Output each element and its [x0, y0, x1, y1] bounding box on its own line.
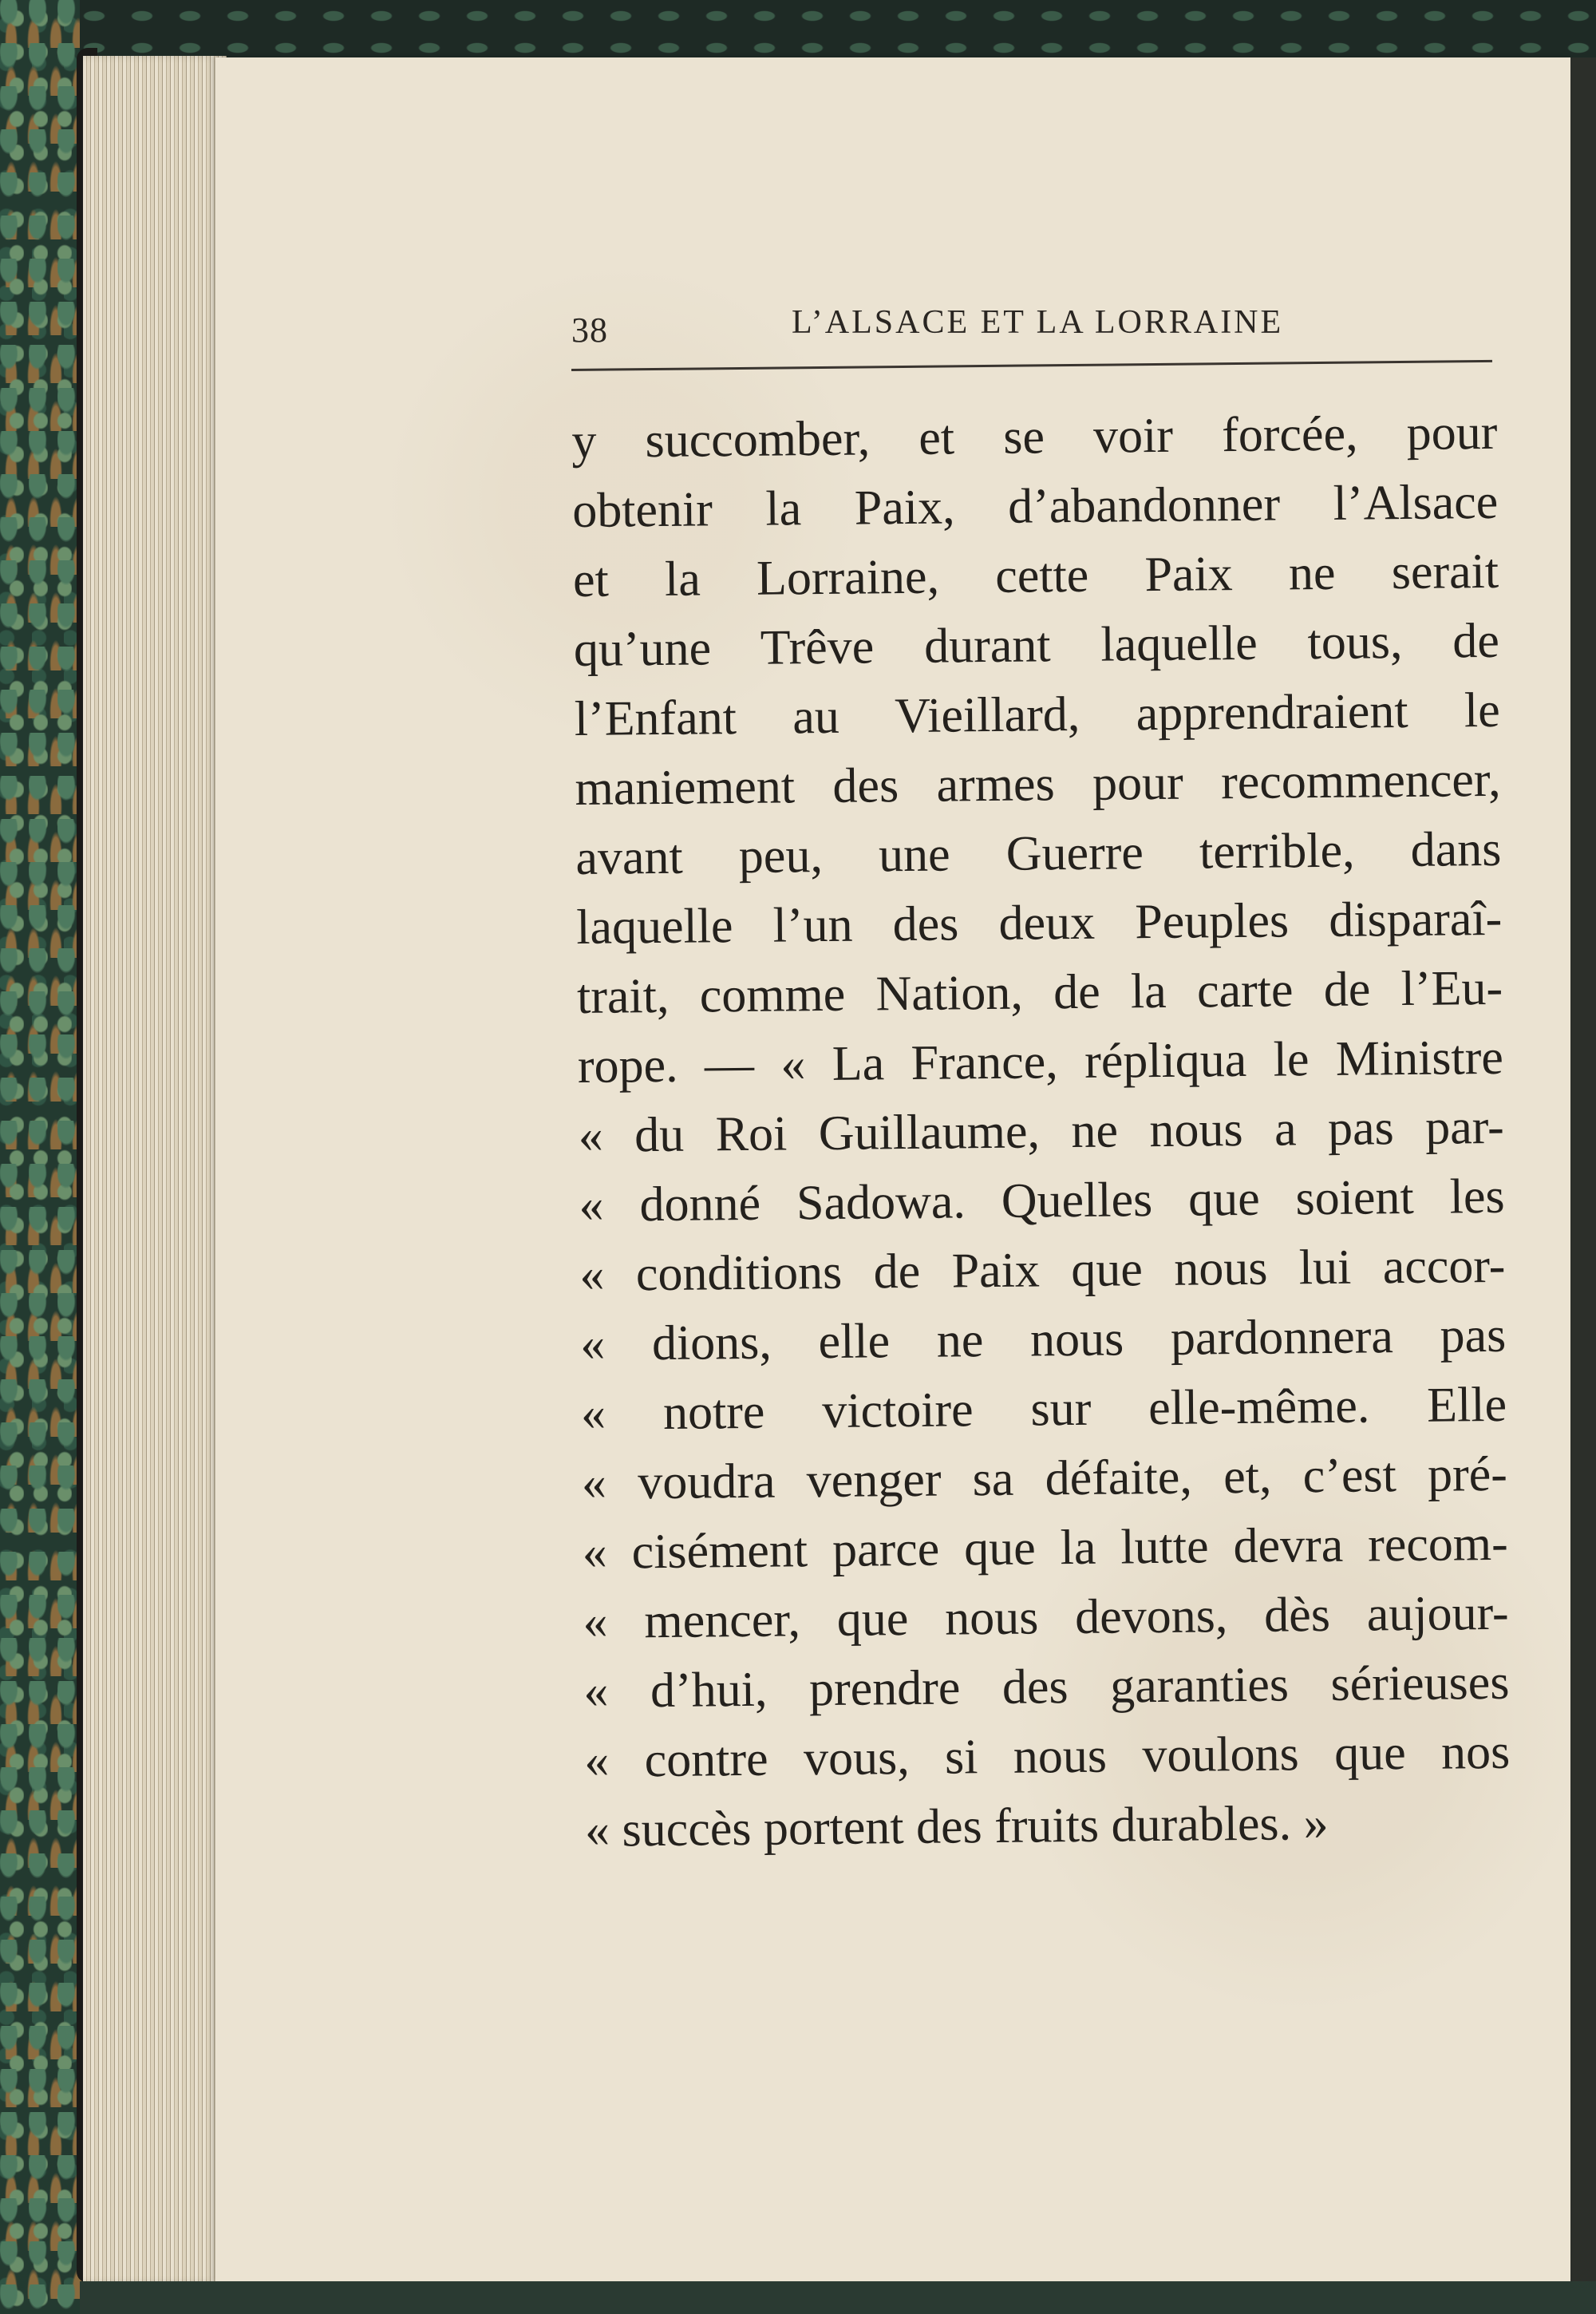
text-line: « cisément parce que la lutte devra recom- [582, 1516, 1509, 1580]
running-head [571, 304, 1492, 366]
text-line: avant peu, une Guerre terrible, dans [575, 821, 1502, 885]
cover-top-edge [80, 0, 1596, 57]
text-line: « donné Sadowa. Quelles que soient les [579, 1169, 1505, 1232]
running-title: L’ALSACE ET LA LORRAINE [792, 304, 1284, 341]
text-line: « succès portent des fruits durables. » [584, 1795, 1329, 1857]
text-line: « conditions de Paix que nous lui accor- [579, 1238, 1506, 1302]
page-number: 38 [571, 311, 608, 350]
page-stack-edges [83, 56, 227, 2283]
text-line: obtenir la Paix, d’abandonner l’Alsace [571, 474, 1499, 538]
text-line: « dions, elle ne nous pardonnera pas [579, 1307, 1507, 1371]
body-text [571, 398, 1511, 1865]
text-line: « voudra venger sa défaite, et, c’est pré- [581, 1446, 1508, 1510]
text-line: l’Enfant au Vieillard, apprendraient le [574, 682, 1501, 746]
text-line: trait, comme Nation, de la carte de l’Eu- [576, 960, 1503, 1024]
text-line: et la Lorraine, cette Paix ne serait [572, 544, 1499, 607]
text-line: maniement des armes pour recommencer, [575, 752, 1501, 816]
text-line: « du Roi Guillaume, ne nous a pas par- [578, 1099, 1505, 1163]
text-line: « notre victoire sur elle-même. Elle [580, 1377, 1507, 1441]
text-line: « contre vous, si nous voulons que nos [583, 1724, 1511, 1788]
text-line: rope. — « La France, répliqua le Ministre [577, 1030, 1504, 1094]
text-line: « mencer, que nous devons, dès aujour- [583, 1585, 1509, 1649]
cover-right-edge [1570, 57, 1596, 2281]
text-line: « d’hui, prendre des garanties sérieuses [583, 1655, 1510, 1719]
text-line: qu’une Trêve durant laquelle tous, de [573, 613, 1500, 677]
cover-bottom-edge [80, 2281, 1596, 2314]
text-line: laquelle l’un des deux Peuples disparaî- [575, 891, 1503, 955]
text-line: y succomber, et se voir forcée, pour [571, 405, 1498, 469]
